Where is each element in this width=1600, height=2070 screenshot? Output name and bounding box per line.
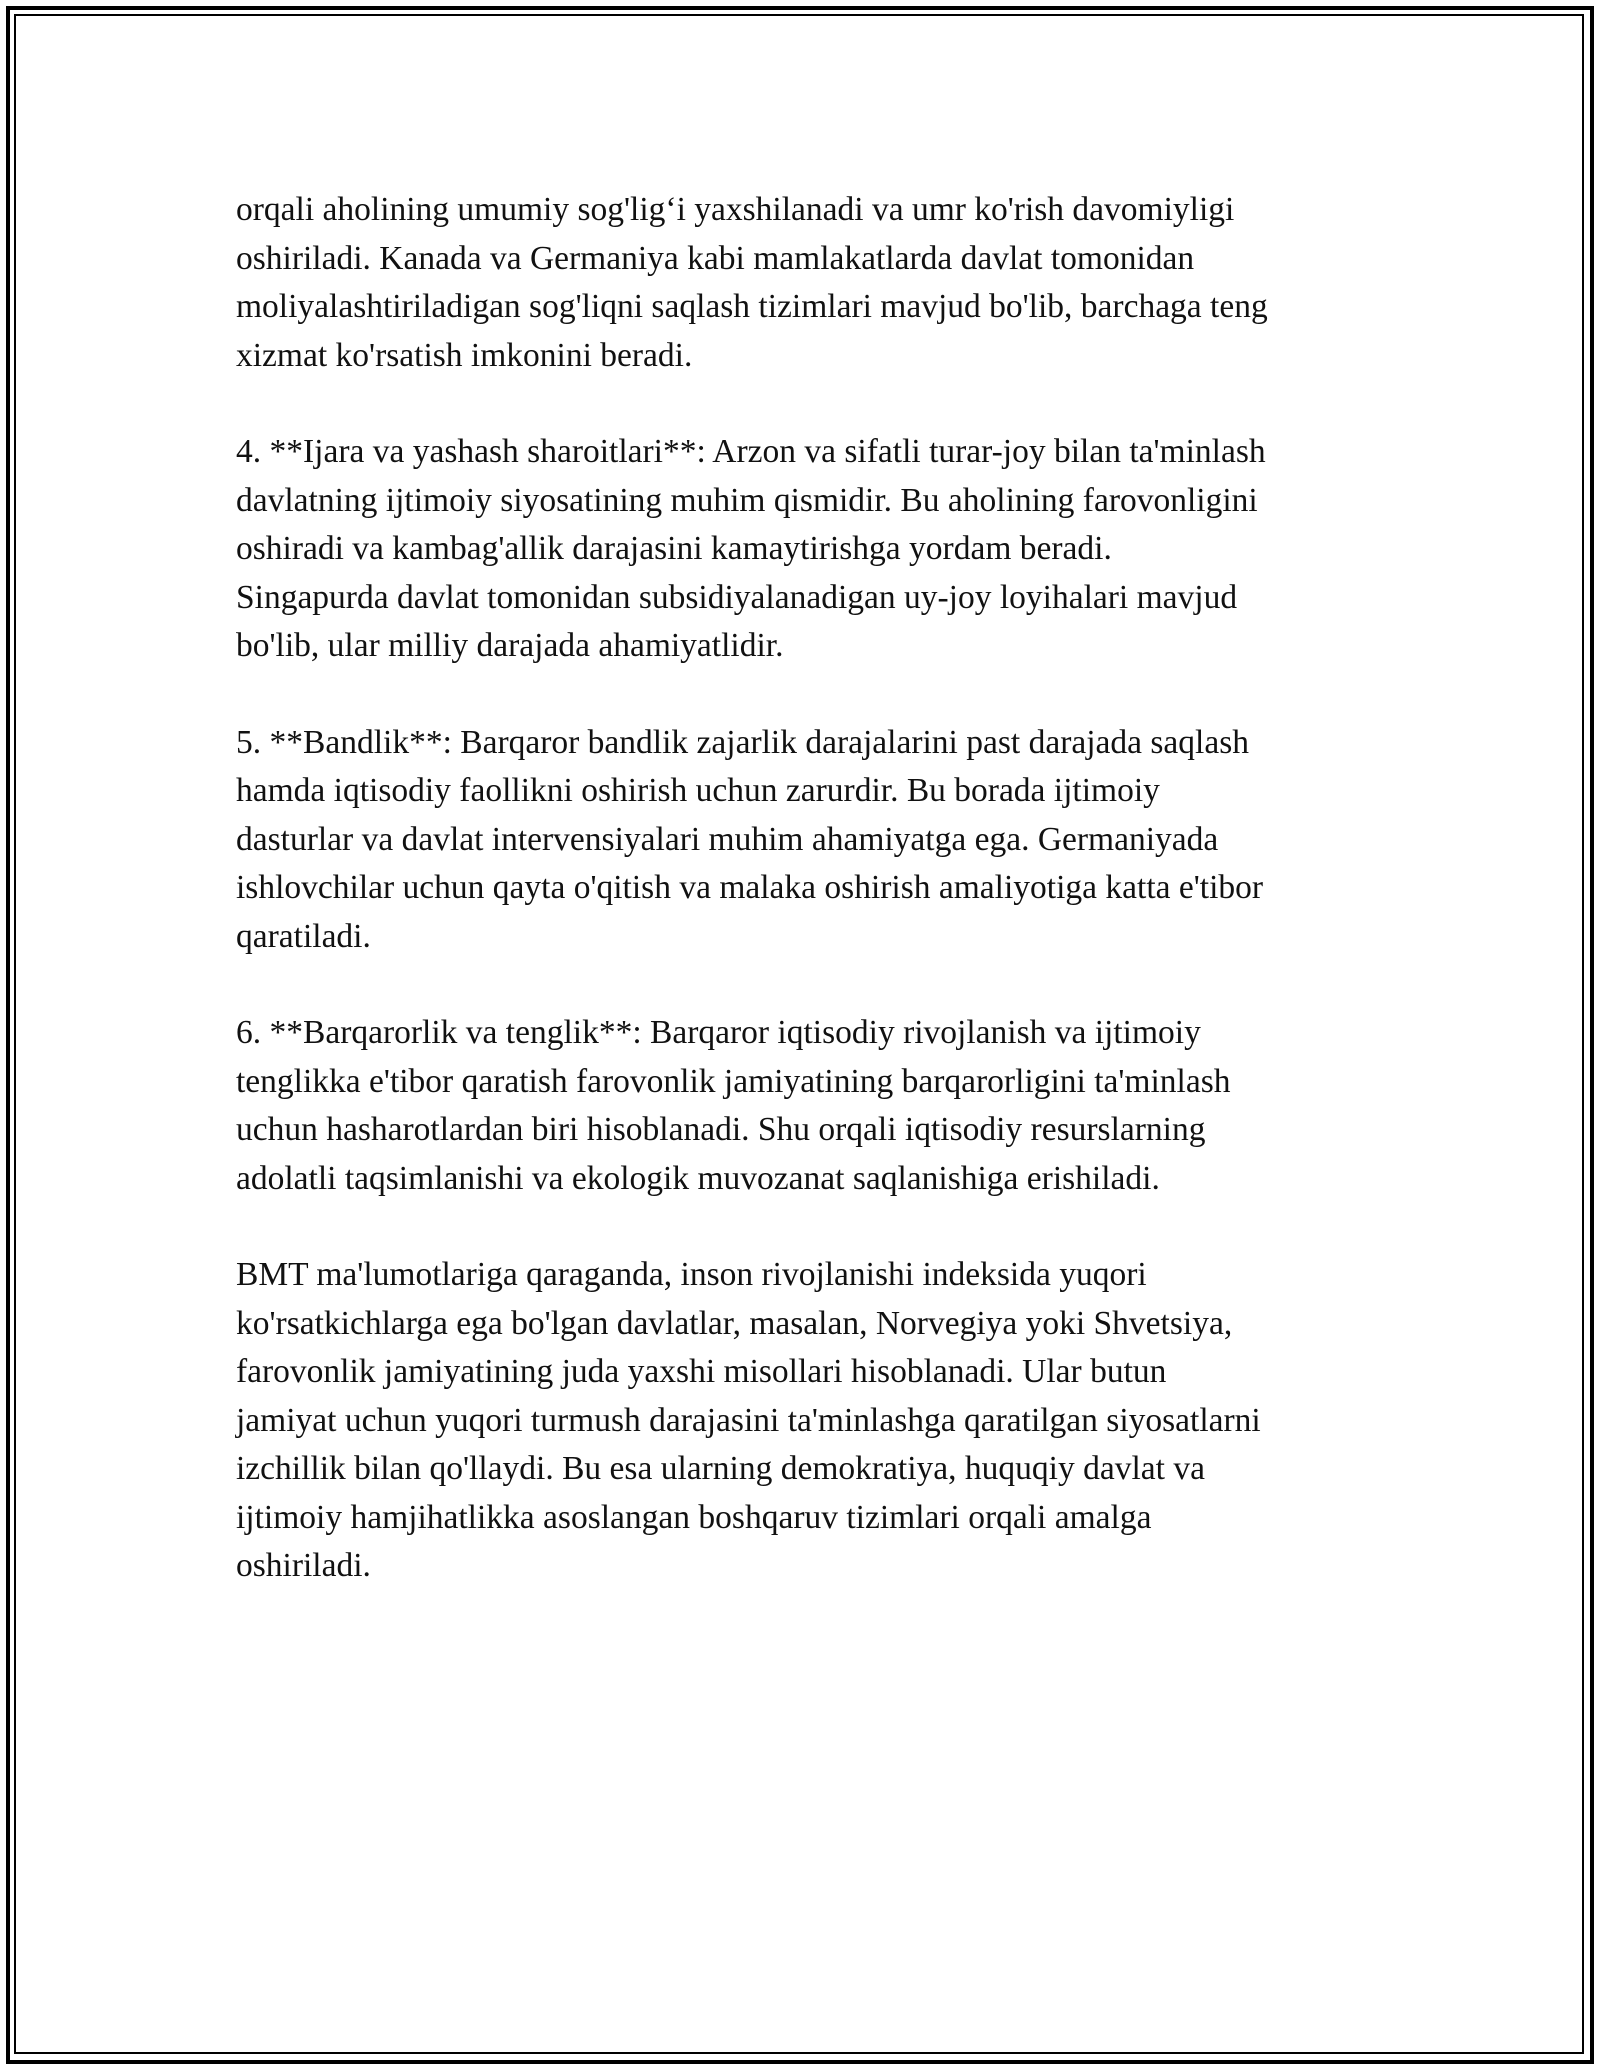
text-line: oshiriladi. Kanada va Germaniya kabi mamlakatlarda davlat tomonidan: [236, 239, 1195, 277]
text-line: Singapurda davlat tomonidan subsidiyalanadigan uy-joy loyihalari mavjud: [236, 578, 1238, 616]
paragraph-housing: [236, 428, 1376, 671]
text-line: xizmat ko'rsatish imkonini beradi.: [236, 336, 693, 374]
text-line: farovonlik jamiyatining juda yaxshi misollari hisoblanadi. Ular butun: [236, 1353, 1167, 1390]
text-line: dasturlar va davlat intervensiyalari muhim ahamiyatga ega. Germaniyada: [236, 820, 1219, 858]
text-line: 4. **Ijara va yashash sharoitlari**: Arzon va sifatli turar-joy bilan ta'minlash: [236, 433, 1266, 470]
text-line: ko'rsatkichlarga ega bo'lgan davlatlar, masalan, Norvegiya yoki Shvetsiya,: [236, 1304, 1233, 1342]
paragraph-sustainability: [236, 1009, 1376, 1203]
text-line: hamda iqtisodiy faollikni oshirish uchun zarurdir. Bu borada ijtimoiy: [236, 772, 1160, 809]
paragraph-employment: [236, 719, 1376, 962]
text-line: moliyalashtiriladigan sog'liqni saqlash tizimlari mavjud bo'lib, barchaga teng: [236, 288, 1268, 325]
text-line: adolatli taqsimlanishi va ekologik muvozanat saqlanishiga erishiladi.: [236, 1159, 1160, 1197]
text-line: uchun hasharotlardan biri hisoblanadi. Shu orqali iqtisodiy resurslarning: [236, 1111, 1206, 1148]
text-line: BMT ma'lumotlariga qaraganda, inson rivojlanishi indeksida yuqori: [236, 1256, 1147, 1293]
document-body: [236, 186, 1376, 1639]
text-line: qaratiladi.: [236, 917, 371, 955]
text-line: orqali aholining umumiy sog'lig‘i yaxshilanadi va umr ko'rish davomiyligi: [236, 191, 1235, 228]
text-line: davlatning ijtimoiy siyosatining muhim qismidir. Bu aholining farovonligini: [236, 481, 1258, 519]
text-line: ijtimoiy hamjihatlikka asoslangan boshqaruv tizimlari orqali amalga: [236, 1498, 1152, 1536]
text-line: ishlovchilar uchun qayta o'qitish va malaka oshirish amaliyotiga katta e'tibor: [236, 869, 1264, 906]
text-line: oshiradi va kambag'allik darajasini kamaytirishga yordam beradi.: [236, 530, 1112, 567]
paragraph-healthcare-continuation: [236, 186, 1376, 380]
paragraph-un-data: [236, 1251, 1376, 1591]
text-line: izchillik bilan qo'llaydi. Bu esa ularning demokratiya, huquqiy davlat va: [236, 1450, 1205, 1487]
text-line: bo'lib, ular milliy darajada ahamiyatlidir.: [236, 627, 784, 664]
text-line: 6. **Barqarorlik va tenglik**: Barqaror iqtisodiy rivojlanish va ijtimoiy: [236, 1014, 1201, 1051]
text-line: 5. **Bandlik**: Barqaror bandlik zajarlik darajalarini past darajada saqlash: [236, 723, 1250, 761]
text-line: tenglikka e'tibor qaratish farovonlik jamiyatining barqarorligini ta'minlash: [236, 1062, 1231, 1100]
text-line: oshiriladi.: [236, 1547, 371, 1584]
text-line: jamiyat uchun yuqori turmush darajasini ta'minlashga qaratilgan siyosatlarni: [236, 1401, 1261, 1439]
